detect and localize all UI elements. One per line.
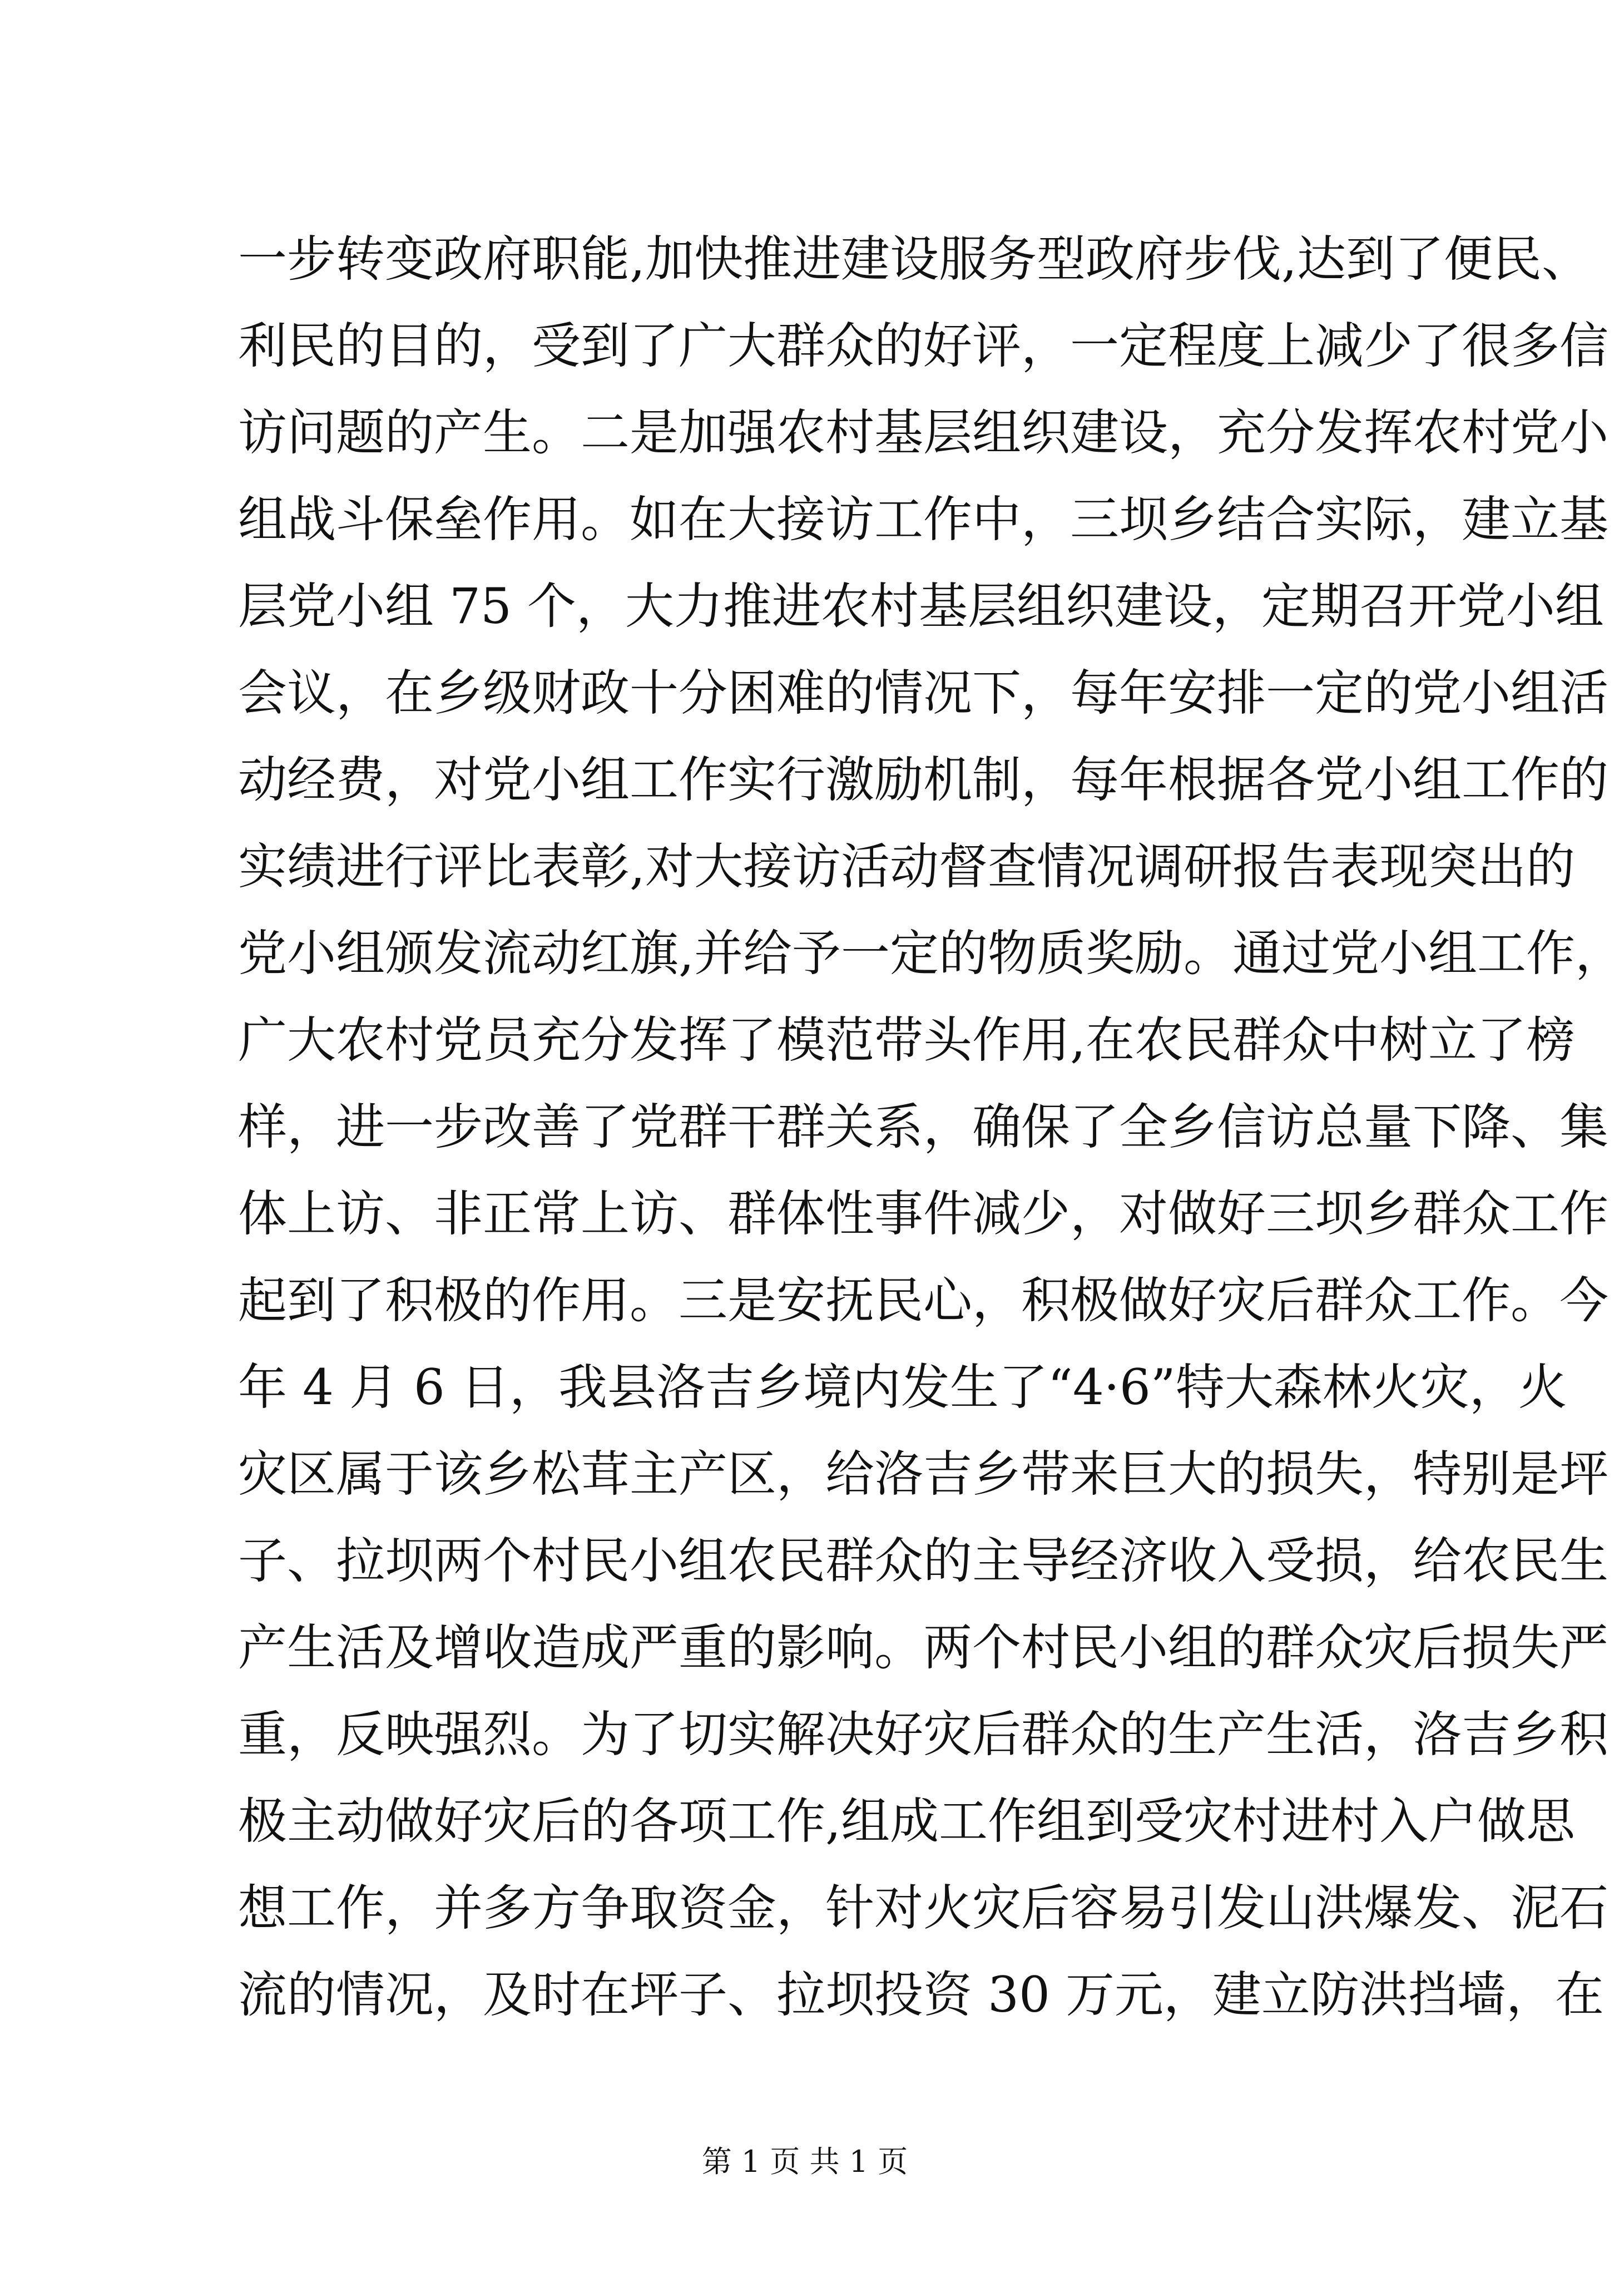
text-line-21: 流的情况，及时在坪子、拉坝投资 30 万元，建立防洪挡墙，在 — [238, 1966, 1604, 2023]
text-line-1: 一步转变政府职能,加快推进建设服务型政府步伐,达到了便民、 — [238, 230, 1591, 288]
text-line-19: 极主动做好灾后的各项工作,组成工作组到受灾村进村入户做思 — [238, 1792, 1575, 1850]
text-line-4: 组战斗保垒作用。如在大接访工作中，三坝乡结合实际，建立基 — [238, 491, 1609, 548]
text-line-6: 会议，在乡级财政十分困难的情况下，每年安排一定的党小组活 — [238, 664, 1609, 722]
text-line-15: 灾区属于该乡松茸主产区，给洛吉乡带来巨大的损失，特别是坪 — [238, 1445, 1609, 1503]
text-line-5: 层党小组 75 个，大力推进农村基层组织建设，定期召开党小组 — [238, 577, 1604, 635]
page-number-label: 第 1 页 共 1 页 — [701, 2144, 908, 2179]
text-line-20: 想工作，并多方争取资金，针对火灾后容易引发山洪爆发、泥石 — [238, 1879, 1609, 1937]
text-line-2: 利民的目的，受到了广大群众的好评，一定程度上减少了很多信 — [238, 317, 1609, 374]
text-line-8: 实绩进行评比表彰,对大接访活动督查情况调研报告表现突出的 — [238, 838, 1575, 895]
text-line-7: 动经费，对党小组工作实行激励机制，每年根据各党小组工作的 — [238, 751, 1609, 808]
text-line-3: 访问题的产生。二是加强农村基层组织建设，充分发挥农村党小 — [238, 404, 1609, 461]
text-line-12: 体上访、非正常上访、群体性事件减少，对做好三坝乡群众工作 — [238, 1185, 1609, 1242]
text-line-18: 重，反映强烈。为了切实解决好灾后群众的生产生活，洛吉乡积 — [238, 1706, 1609, 1763]
body-paragraph — [238, 216, 1624, 2038]
text-line-13: 起到了积极的作用。三是安抚民心，积极做好灾后群众工作。今 — [238, 1272, 1609, 1329]
text-line-10: 广大农村党员充分发挥了模范带头作用,在农民群众中树立了榜 — [238, 1011, 1575, 1069]
text-line-9: 党小组颁发流动红旗,并给予一定的物质奖励。通过党小组工作， — [238, 925, 1624, 982]
page-footer — [0, 2140, 1610, 2184]
text-line-11: 样，进一步改善了党群干群关系，确保了全乡信访总量下降、集 — [238, 1098, 1609, 1155]
text-line-16: 子、拉坝两个村民小组农民群众的主导经济收入受损，给农民生 — [238, 1532, 1609, 1589]
text-line-14: 年 4 月 6 日，我县洛吉乡境内发生了“4·6”特大森林火灾，火 — [238, 1359, 1567, 1416]
text-line-17: 产生活及增收造成严重的影响。两个村民小组的群众灾后损失严 — [238, 1619, 1609, 1676]
